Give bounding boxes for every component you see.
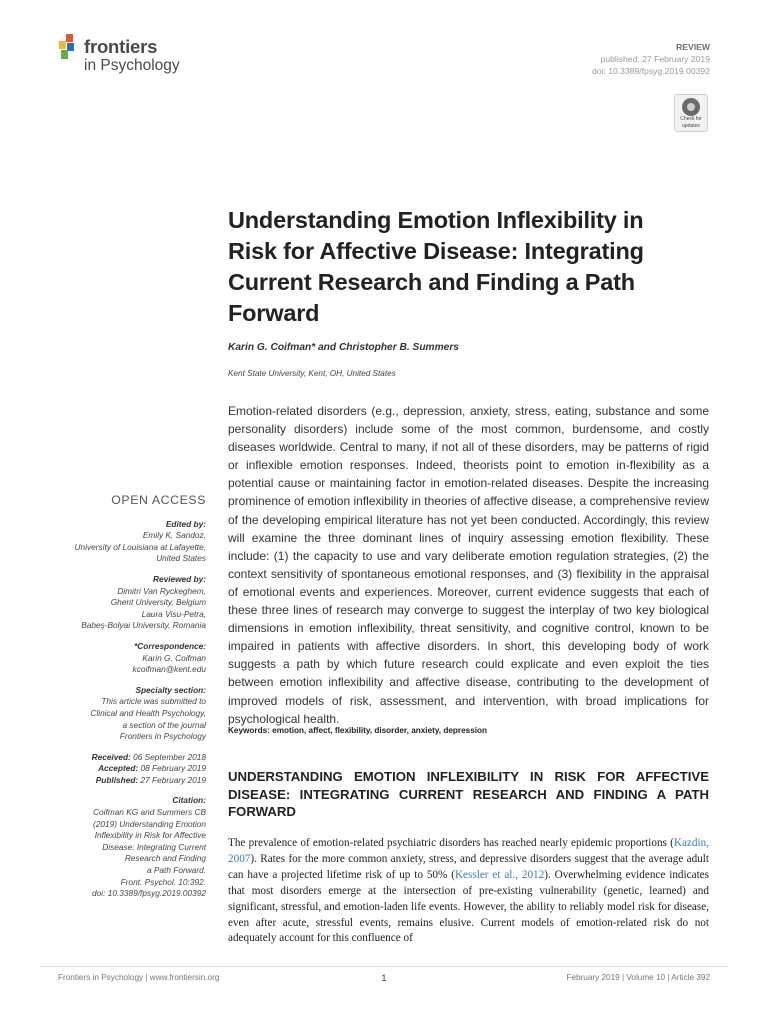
check-for-updates-icon	[682, 98, 700, 116]
citation-line: (2019) Understanding Emotion	[93, 818, 206, 829]
citation-line: Coifman KG and Summers CB	[93, 807, 206, 818]
check-label-2: updates	[682, 122, 700, 129]
citation-line: Disease: Integrating Current	[102, 841, 206, 852]
editor-line: Emily K. Sandoz,	[142, 530, 206, 541]
citation-line: Research and Finding	[124, 853, 206, 864]
dates-block	[40, 752, 206, 787]
correspondence-block	[40, 641, 206, 676]
citation-line: Inflexibility in Risk for Affective	[94, 830, 206, 841]
date-label: Accepted:	[98, 763, 139, 774]
journal-logo	[58, 34, 208, 78]
date-value: 27 February 2019	[140, 774, 206, 785]
correspondence-heading: *Correspondence:	[134, 640, 206, 651]
citation-heading: Citation:	[172, 795, 206, 806]
date-value: 08 February 2019	[140, 763, 206, 774]
edited-by-heading: Edited by:	[165, 518, 206, 529]
date-label: Received:	[91, 751, 131, 762]
author-list[interactable]: Karin G. Coifman* and Christopher B. Summers	[228, 342, 459, 353]
published-date: published: 27 February 2019	[600, 54, 710, 64]
citation-line: Front. Psychol. 10:392.	[120, 876, 206, 887]
page-number: 1	[381, 973, 387, 983]
reviewed-by-heading: Reviewed by:	[152, 573, 206, 584]
footer-issue-info: February 2019 | Volume 10 | Article 392	[566, 973, 710, 982]
abstract: Emotion-related disorders (e.g., depression, anxiety, stress, eating, substance and some personality disorders) include some of the most common, burdensome, and costly diseases worldwide. Central to many, if not all of these disorders, may be patterns of rigid or inflexible emotion responses. Indeed, theorists point to emotion in-flexibility as a potential cause or maintaining factor in emotion-related diseases. Despite the increasing prominence of emotion inflexibility in theories of affective disease, a comprehensive review of the developing empirical literature has not yet been conducted. Accordingly, this review will examine the three dominant lines of inquiry assessing emotion flexibility. These include: (1) the capacity to use and vary deliberate emotion regulation strategies, (2) the context sensitivity of spontaneous emotional responses, and (3) flexibility in the appraisal of emotional events and experiences. Moreover, current evidence suggests that each of these three lines of research may converge to suggest the interplay of two key biological dimensions in emotion inflexibility, threat sensitivity, and cognitive control, known to be impaired in patients with affective disorders. In short, this developing body of work suggests a path by which future research could explicate and even exploit the ties between emotion inflexibility and affective disease, contributing to the development of improved models of risk, assessment, and intervention, with broad implications for psychological health.	[228, 404, 709, 726]
body-text-1: The prevalence of emotion-related psychiatric disorders has reached nearly epidemic proportions (	[228, 837, 674, 849]
reviewer-line: Ghent University, Belgium	[110, 597, 206, 608]
keywords-list: emotion, affect, flexibility, disorder, anxiety, depression	[272, 726, 488, 735]
article-title: Understanding Emotion Inflexibility in Risk for Affective Disease: Integrating Current Research and Finding a Path Forward	[228, 207, 644, 326]
frontiers-logo-icon	[58, 34, 80, 60]
specialty-heading: Specialty section:	[135, 684, 206, 695]
reviewer-line: Dimitri Van Ryckeghem,	[117, 585, 206, 596]
citation-line: a Path Forward.	[146, 865, 206, 876]
date-label: Published:	[95, 774, 139, 785]
received-date	[40, 752, 206, 764]
correspondence-email[interactable]: kcoifman@kent.edu	[132, 664, 206, 675]
footer-divider	[40, 966, 728, 967]
citation-doi[interactable]: doi: 10.3389/fpsyg.2019.00392	[92, 888, 206, 899]
specialty-line: a section of the journal	[122, 719, 206, 730]
body-text-2: ). Rates for the more common anxiety, stress, and depressive disorders suggest that the average adult can have a projected lifetime risk of up to 50% (	[228, 852, 709, 881]
brand-name: frontiers	[84, 36, 158, 57]
section-heading: UNDERSTANDING EMOTION INFLEXIBILITY IN RISK FOR AFFECTIVE DISEASE: INTEGRATING CURRENT RESEARCH AND FINDING A PATH FORWARD	[228, 769, 709, 819]
published-date-sidebar	[40, 775, 206, 787]
editor-line: United States	[156, 553, 206, 564]
specialty-block	[40, 685, 206, 743]
keywords-label: Keywords:	[228, 726, 270, 735]
open-access-label: OPEN ACCESS	[111, 493, 206, 507]
reviewer-line: Laura Visu-Petra,	[141, 608, 206, 619]
check-for-updates-button[interactable]	[674, 94, 708, 132]
correspondence-name: Karin G. Coifman	[142, 652, 206, 663]
body-text-3: ). Overwhelming evidence indicates that most disorders emerge at the intersection of pre-existing vulnerability (genetic, learned) and significant, stressful, and emotion-laden life events. However, the ability to reliably model risk for disease, even after acute, stressful events, remains elusive. Current models of emotion-related risk do not adequately account for this confluence of	[228, 868, 709, 945]
affiliation: Kent State University, Kent, OH, United States	[228, 369, 396, 378]
specialty-line: This article was submitted to	[101, 696, 206, 707]
date-value: 06 September 2018	[133, 751, 206, 762]
specialty-line: Frontiers in Psychology	[119, 731, 206, 742]
reviewer-line: Babeş-Bolyai University, Romania	[81, 620, 206, 631]
body-paragraph	[228, 836, 709, 947]
check-label-1: Check for	[680, 116, 702, 122]
citation-link[interactable]: Kessler et al., 2012	[454, 868, 545, 881]
reviewed-by-block	[40, 574, 206, 632]
article-meta	[592, 41, 710, 77]
keywords	[228, 726, 487, 735]
accepted-date	[40, 763, 206, 775]
journal-name: in Psychology	[84, 57, 180, 74]
footer-journal-link[interactable]: Frontiers in Psychology | www.frontiersin.org	[58, 973, 220, 982]
specialty-line: Clinical and Health Psychology,	[90, 707, 206, 718]
edited-by-block	[40, 519, 206, 565]
editor-line: University of Louisiana at Lafayette,	[74, 541, 206, 552]
citation-block	[40, 795, 206, 899]
article-type: REVIEW	[676, 42, 710, 52]
doi-link[interactable]: doi: 10.3389/fpsyg.2019.00392	[591, 66, 710, 76]
article-sidebar	[40, 495, 206, 909]
citation-link[interactable]: Kazdin, 2007	[228, 837, 709, 865]
